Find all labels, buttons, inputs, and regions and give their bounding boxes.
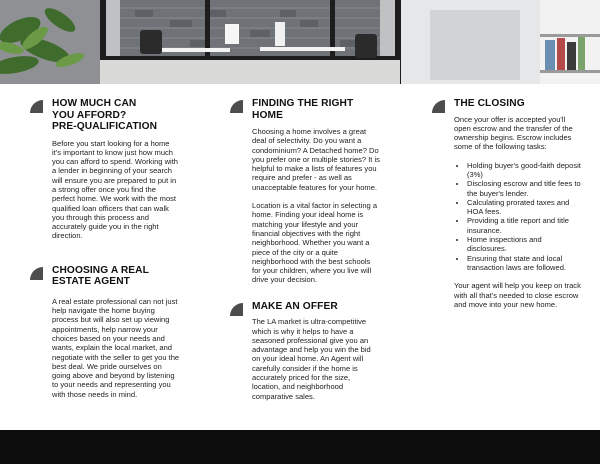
list-item: • Providing a title report and title insurance. — [467, 216, 582, 235]
list-item: • Holding buyer's good-faith deposit (3%) — [467, 161, 582, 180]
section-body — [252, 127, 380, 285]
corner-accent-icon — [432, 100, 445, 113]
list-item: • Home inspections and disclosures. — [467, 235, 582, 254]
footer-bar — [0, 430, 600, 464]
paragraph: Before you start looking for a home it's important to know just how much you can afford to spend. Working with a lender in beginning of your search will ensure you are prepared to put in a strong offer once you find the perfect home. We work with the most qualified loan officers that can walk you through this process and accurately guide you in the right direction. — [52, 138, 178, 241]
corner-accent-icon — [30, 267, 43, 280]
section-afford — [30, 98, 180, 241]
paragraph: Your agent will help you keep on track with all that's needed to close escrow and move into your new home. — [454, 281, 581, 309]
heading-line: YOU AFFORD? — [52, 109, 127, 121]
corner-accent-icon — [230, 100, 243, 113]
section-body — [52, 139, 180, 241]
column-right — [432, 98, 582, 309]
paragraph: The LA market is ultra-competitive which is why it helps to have a seasoned professional give you an advantage and help you win the bid on your ideal home. An Agent will carefully consider if the home is accurately priced for the size, location, and neighborhood comparative sales. — [252, 317, 371, 401]
header-photo — [0, 0, 600, 84]
heading-line: ESTATE AGENT — [52, 276, 130, 288]
section-heading — [252, 98, 380, 121]
section-offer — [230, 301, 380, 401]
paragraph: Location is a vital factor in selecting a home. Finding your ideal home is matching your lifestyle and your financial objectives with the right neighborhood. Whether you want a piece of the city or a quite neighborhood with the best schools for your children, where you live will drive your decision. — [252, 201, 378, 285]
heading-line: HOW MUCH CAN — [52, 98, 137, 109]
paragraph: Choosing a home involves a great deal of selectivity. Do you want a condominium? A Detached home? Do you prefer one or multiple stories? It is helpful to make a lists of features you require and prefer - as well as unacceptable features for your home. — [252, 127, 380, 192]
section-heading — [252, 301, 380, 313]
heading-line: PRE-QUALIFICATION — [52, 121, 158, 132]
heading-line: MAKE AN OFFER — [252, 300, 338, 312]
section-body — [454, 115, 582, 310]
list-item: • Ensuring that state and local transaction laws are followed. — [467, 254, 582, 273]
paragraph: A real estate professional can not just help navigate the home buying process but will also set up viewing appointments, help narrow your choices based on your needs and wants, explain the local market, and negotiate with the seller to get you the best deal. We pride ourselves on going above and beyond by listening to your needs and representing you with those needs in mind. — [52, 296, 180, 399]
section-body — [252, 317, 380, 401]
office-interior-image — [0, 0, 600, 84]
section-heading — [454, 98, 582, 110]
heading-line: FINDING THE RIGHT — [252, 98, 354, 109]
column-left — [30, 98, 180, 399]
section-heading — [52, 98, 180, 133]
column-middle — [230, 98, 380, 401]
section-agent — [30, 265, 180, 399]
corner-accent-icon — [230, 303, 243, 316]
section-body — [52, 297, 180, 399]
list-item: • Calculating prorated taxes and HOA fees. — [467, 198, 582, 217]
escrow-task-list — [454, 161, 582, 273]
corner-accent-icon — [30, 100, 43, 113]
heading-line: CHOOSING A REAL — [52, 264, 149, 276]
paragraph: Once your offer is accepted you'll open escrow and the transfer of the ownership begins. Escrow includes some of the following tasks: — [454, 114, 573, 152]
section-closing — [432, 98, 582, 309]
heading-line: THE CLOSING — [454, 98, 525, 109]
heading-line: HOME — [252, 109, 283, 121]
list-item: • Disclosing escrow and title fees to the buyer's lender. — [467, 179, 582, 198]
section-heading — [52, 265, 180, 288]
section-home — [230, 98, 380, 285]
